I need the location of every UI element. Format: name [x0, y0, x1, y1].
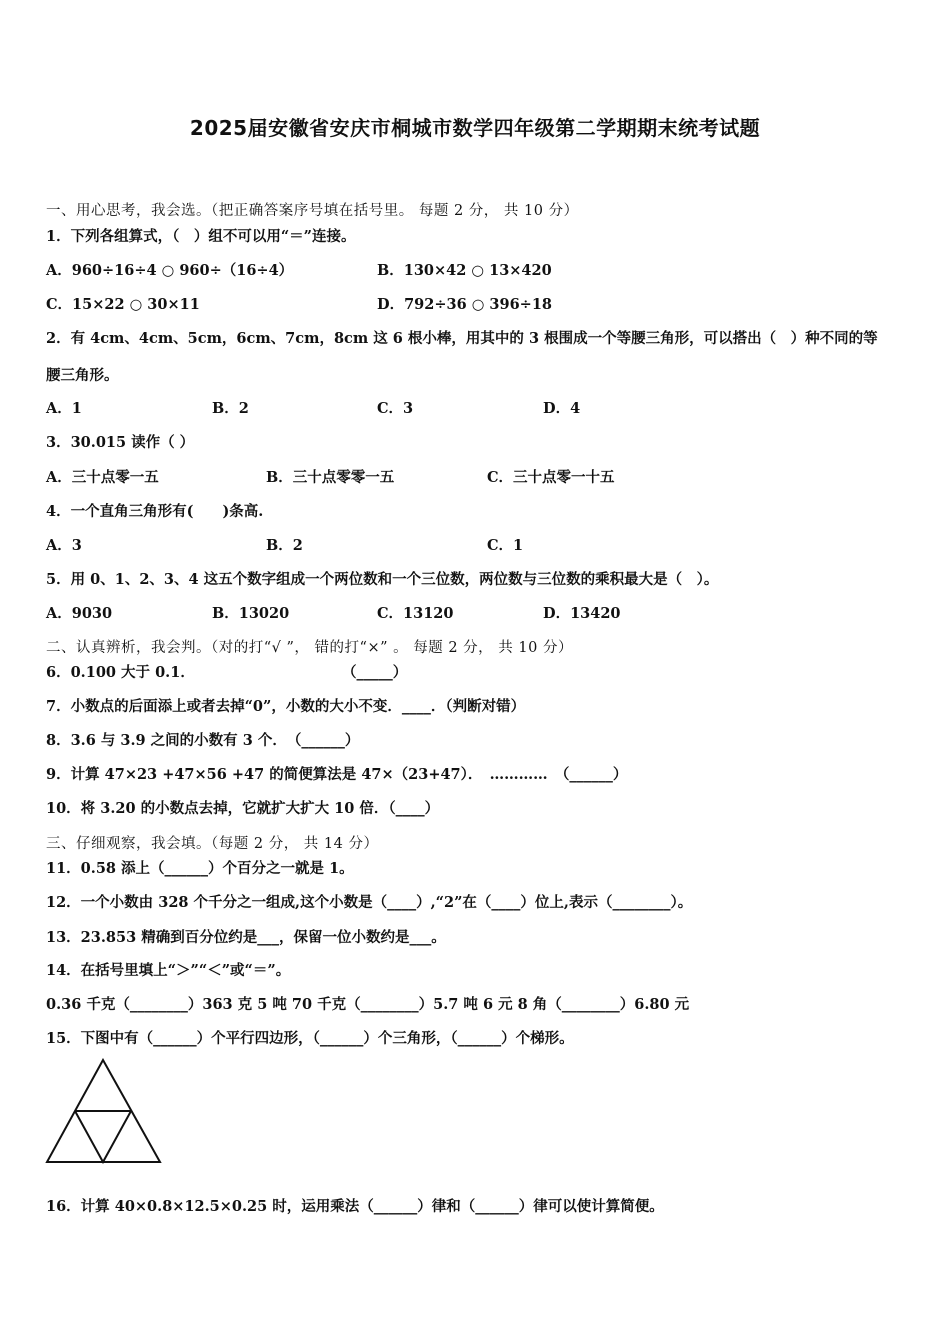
question-3: 3．30.015 读作（ ）: [46, 434, 195, 451]
section-2-heading: 二、认真辨析，我会判。（对的打“√ ”， 错的打“×” 。 每题 2 分， 共 10 分）: [46, 640, 573, 656]
q3-option-a: A．三十点零一五: [46, 469, 159, 486]
question-6-text: 6．0.100 大于 0.1．: [46, 664, 195, 681]
q1-option-d: D．792÷36 ○ 396÷18: [377, 296, 553, 313]
section-3-heading: 三、仔细观察，我会填。（每题 2 分， 共 14 分）: [46, 836, 379, 852]
question-5: 5．用 0、1、2、3、4 这五个数字组成一个两位数和一个三位数，两位数与三位数的乘积最大是（ ）。: [46, 571, 719, 588]
q2-option-c: C．3: [377, 400, 414, 417]
question-9: 9．计算 47×23 +47×56 +47 的简便算法是 47×（23+47）． ………… （______）: [46, 766, 628, 783]
q1-option-b: B．130×42 ○ 13×420: [377, 262, 552, 279]
q5-option-d: D．13420: [543, 605, 621, 622]
q2-option-d: D．4: [543, 400, 581, 417]
q1-option-a: A．960÷16÷4 ○ 960÷（16÷4）: [46, 262, 294, 279]
q5-option-b: B．13020: [212, 605, 290, 622]
q2-option-b: B．2: [212, 400, 249, 417]
q4-option-c: C．1: [487, 537, 524, 554]
question-15: 15．下图中有（______）个平行四边形，（______）个三角形，（______）个梯形。: [46, 1030, 574, 1047]
question-10: 10．将 3.20 的小数点去掉，它就扩大扩大 10 倍．（____）: [46, 800, 440, 817]
question-16: 16．计算 40×0.8×12.5×0.25 时，运用乘法（______）律和（______）律可以使计算简便。: [46, 1198, 664, 1215]
q5-option-c: C．13120: [377, 605, 454, 622]
q2-option-a: A．1: [46, 400, 82, 417]
question-13: 13．23.853 精确到百分位约是___，保留一位小数约是___。: [46, 929, 446, 946]
question-2-line-1: 2．有 4cm、4cm、5cm，6cm、7cm，8cm 这 6 根小棒，用其中的 3 根围成一个等腰三角形，可以搭出（ ）种不同的等: [46, 330, 878, 347]
question-14-items: 0.36 千克（________）363 克 5 吨 70 千克（________）5.7 吨 6 元 8 角（________）6.80 元: [46, 996, 690, 1013]
question-1: 1．下列各组算式，（ ）组不可以用“＝”连接。: [46, 228, 356, 245]
q4-option-b: B．2: [266, 537, 303, 554]
question-6-blank: （_____）: [342, 664, 408, 681]
q3-option-c: C．三十点零一十五: [487, 469, 615, 486]
q4-option-a: A．3: [46, 537, 82, 554]
question-12: 12．一个小数由 328 个千分之一组成,这个小数是（____）,“2”在（____）位上,表示（________）。: [46, 894, 693, 911]
triangle-figure: [44, 1058, 164, 1166]
question-11: 11．0.58 添上（______）个百分之一就是 1。: [46, 860, 354, 877]
question-6: [46, 663, 408, 683]
q3-option-b: B．三十点零零一五: [266, 469, 395, 486]
question-14: 14．在括号里填上“＞”“＜”或“＝”。: [46, 962, 291, 979]
question-4: 4．一个直角三角形有( )条高.: [46, 503, 264, 520]
question-2-line-2: 腰三角形。: [46, 367, 119, 384]
question-7: 7．小数点的后面添上或者去掉“0”，小数的大小不变．____．（判断对错）: [46, 698, 526, 715]
section-1-heading: 一、用心思考，我会选。（把正确答案序号填在括号里。 每题 2 分， 共 10 分）: [46, 203, 579, 219]
page-title: 2025届安徽省安庆市桐城市数学四年级第二学期期末统考试题: [189, 116, 761, 140]
q1-option-c: C．15×22 ○ 30×11: [46, 296, 200, 313]
inner-inverted-triangle: [75, 1111, 131, 1162]
question-8: 8．3.6 与 3.9 之间的小数有 3 个． （______）: [46, 732, 360, 749]
q5-option-a: A．9030: [46, 605, 113, 622]
